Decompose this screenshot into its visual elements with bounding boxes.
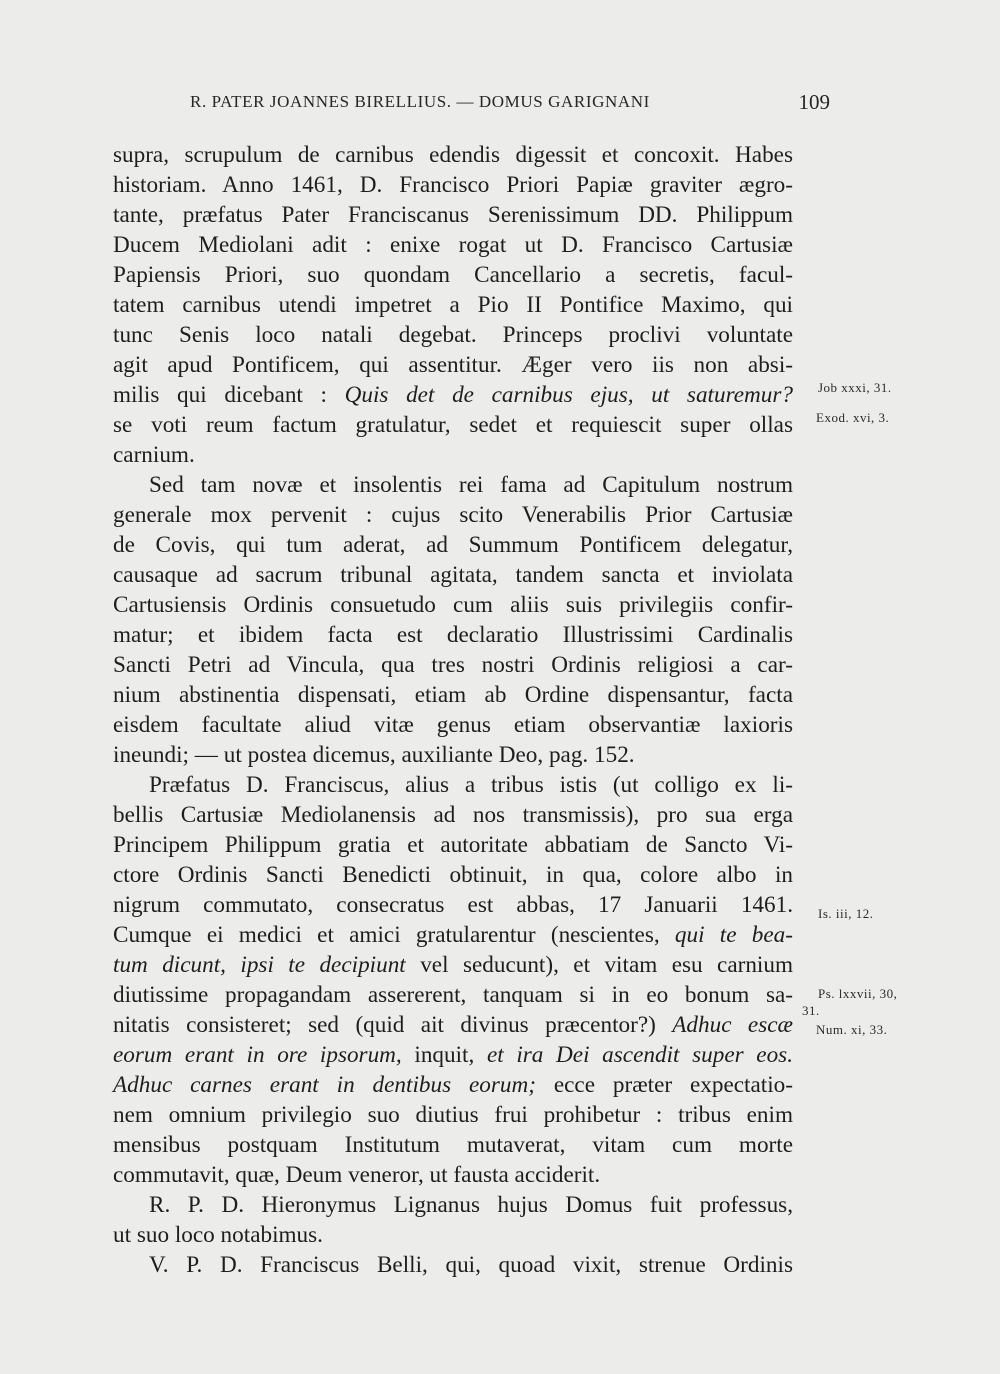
text-line (113, 1130, 793, 1160)
text-run: diutissime propagandam assererent, tanquam si in eo bonum sa- (113, 982, 793, 1008)
margin-note: Job xxxi, 31. (818, 380, 892, 395)
margin-note: Num. xi, 33. (816, 1022, 888, 1037)
text-line (113, 380, 793, 410)
text-line (113, 1100, 793, 1130)
margin-note: Exod. xvi, 3. (816, 410, 890, 425)
text-run: R. P. D. Hieronymus Lignanus hujus Domus fuit professus, (149, 1192, 793, 1218)
text-run: supra, scrupulum de carnibus edendis digessit et concoxit. Habes (113, 142, 793, 168)
text-run: carnium. (113, 442, 195, 468)
text-line (149, 470, 793, 500)
text-line (149, 770, 793, 800)
page-number: 109 (798, 90, 830, 114)
text-line (113, 320, 793, 350)
text-run: Cartusiensis Ordinis consuetudo cum aliis suis privilegiis confir- (113, 592, 793, 618)
text-line (113, 290, 793, 320)
text-run: vel seducunt), et vitam esu carnium (405, 952, 793, 978)
text-line (113, 920, 793, 950)
text-line (113, 140, 793, 170)
text-line (113, 1040, 793, 1070)
text-run: ut suo loco notabimus. (113, 1222, 323, 1248)
text-run: tatem carnibus utendi impetret a Pio II Pontifice Maximo, qui (113, 292, 793, 318)
running-header (190, 92, 830, 112)
italic-quote: Quis det de carnibus ejus, ut saturemur? (344, 382, 793, 408)
text-line (149, 1190, 793, 1220)
text-run: tunc Senis loco natali degebat. Princeps proclivi voluntate (113, 322, 793, 348)
text-line (113, 890, 793, 920)
text-line (149, 1250, 793, 1280)
text-run: tante, præfatus Pater Franciscanus Serenissimum DD. Philippum (113, 202, 793, 228)
text-run: V. P. D. Franciscus Belli, qui, quoad vixit, strenue Ordinis (149, 1252, 793, 1278)
italic-quote: Adhuc carnes erant in dentibus eorum; (113, 1072, 536, 1098)
text-line (113, 260, 793, 290)
text-run: Principem Philippum gratia et autoritate abbatiam de Sancto Vi- (113, 832, 793, 858)
text-line (113, 530, 793, 560)
text-line (113, 830, 793, 860)
text-run: nigrum commutato, consecratus est abbas, 17 Januarii 1461. (113, 892, 793, 918)
text-line (113, 560, 793, 590)
text-run: Sancti Petri ad Vincula, qua tres nostri Ordinis religiosi a car- (113, 652, 793, 678)
text-line (113, 680, 793, 710)
text-run: de Covis, qui tum aderat, ad Summum Pontificem delegatur, (113, 532, 793, 558)
text-line (113, 230, 793, 260)
text-run: se voti reum factum gratulatur, sedet et requiescit super ollas (113, 412, 793, 438)
text-run: nitatis consisteret; sed (quid ait divinus præcentor?) (113, 1012, 673, 1038)
text-line (113, 620, 793, 650)
text-run: ecce præter expectatio- (535, 1072, 793, 1098)
text-run: eisdem facultate aliud vitæ genus etiam observantiæ laxioris (113, 712, 793, 738)
text-line (113, 1160, 793, 1190)
italic-quote: et ira Dei ascendit super eos. (486, 1042, 793, 1068)
text-line (113, 980, 793, 1010)
text-run: milis qui dicebant : (113, 382, 345, 408)
text-run: Cumque ei medici et amici gratularentur (nescientes, (113, 922, 675, 948)
text-run: mensibus postquam Institutum mutaverat, vitam cum morte (113, 1132, 793, 1158)
text-run: bellis Cartusiæ Mediolanensis ad nos transmissis), pro sua erga (113, 802, 793, 828)
text-run: ctore Ordinis Sancti Benedicti obtinuit, in qua, colore albo in (113, 862, 793, 888)
text-line (113, 170, 793, 200)
text-line (113, 410, 793, 440)
text-run: Ducem Mediolani adit : enixe rogat ut D. Francisco Cartusiæ (113, 232, 793, 258)
text-line (113, 350, 793, 380)
margin-note: Ps. lxxvii, 30, (818, 986, 898, 1001)
text-line (113, 200, 793, 230)
text-run: agit apud Pontificem, qui assentitur. Æger vero iis non absi- (113, 352, 793, 378)
text-line (113, 1010, 793, 1040)
margin-note: Is. iii, 12. (818, 906, 874, 921)
text-run: nem omnium privilegio suo diutius frui prohibetur : tribus enim (113, 1102, 793, 1128)
text-run: nium abstinentia dispensati, etiam ab Ordine dispensantur, facta (113, 682, 793, 708)
text-run: Præfatus D. Franciscus, alius a tribus istis (ut colligo ex li- (149, 772, 793, 798)
running-title: R. PATER JOANNES BIRELLIUS. — DOMUS GARIGNANI (190, 92, 650, 111)
text-line (113, 590, 793, 620)
text-run: inquit, (401, 1042, 487, 1068)
text-run: causaque ad sacrum tribunal agitata, tandem sancta et inviolata (113, 562, 793, 588)
text-run: historiam. Anno 1461, D. Francisco Priori Papiæ graviter ægro- (113, 172, 793, 198)
italic-quote: tum dicunt, ipsi te decipiunt (113, 952, 406, 978)
text-line (113, 950, 793, 980)
text-line (113, 1220, 793, 1250)
text-line (113, 650, 793, 680)
text-run: generale mox pervenit : cujus scito Venerabilis Prior Cartusiæ (113, 502, 793, 528)
italic-quote: eorum erant in ore ipsorum, (113, 1042, 402, 1068)
text-run: commutavit, quæ, Deum veneror, ut fausta acciderit. (113, 1162, 601, 1188)
text-run: matur; et ibidem facta est declaratio Illustrissimi Cardinalis (113, 622, 793, 648)
italic-quote: qui te bea- (674, 922, 793, 948)
text-line (113, 860, 793, 890)
italic-quote: Adhuc escæ (672, 1012, 793, 1038)
text-line (113, 740, 793, 770)
text-line (113, 1070, 793, 1100)
text-run: ineundi; — ut postea dicemus, auxiliante Deo, pag. 152. (113, 742, 635, 768)
text-line (113, 800, 793, 830)
text-run: Sed tam novæ et insolentis rei fama ad Capitulum nostrum (149, 472, 793, 498)
text-line (113, 440, 793, 470)
text-line (113, 500, 793, 530)
text-run: Papiensis Priori, suo quondam Cancellario a secretis, facul- (113, 262, 793, 288)
margin-note: 31. (802, 1003, 820, 1018)
text-line (113, 710, 793, 740)
